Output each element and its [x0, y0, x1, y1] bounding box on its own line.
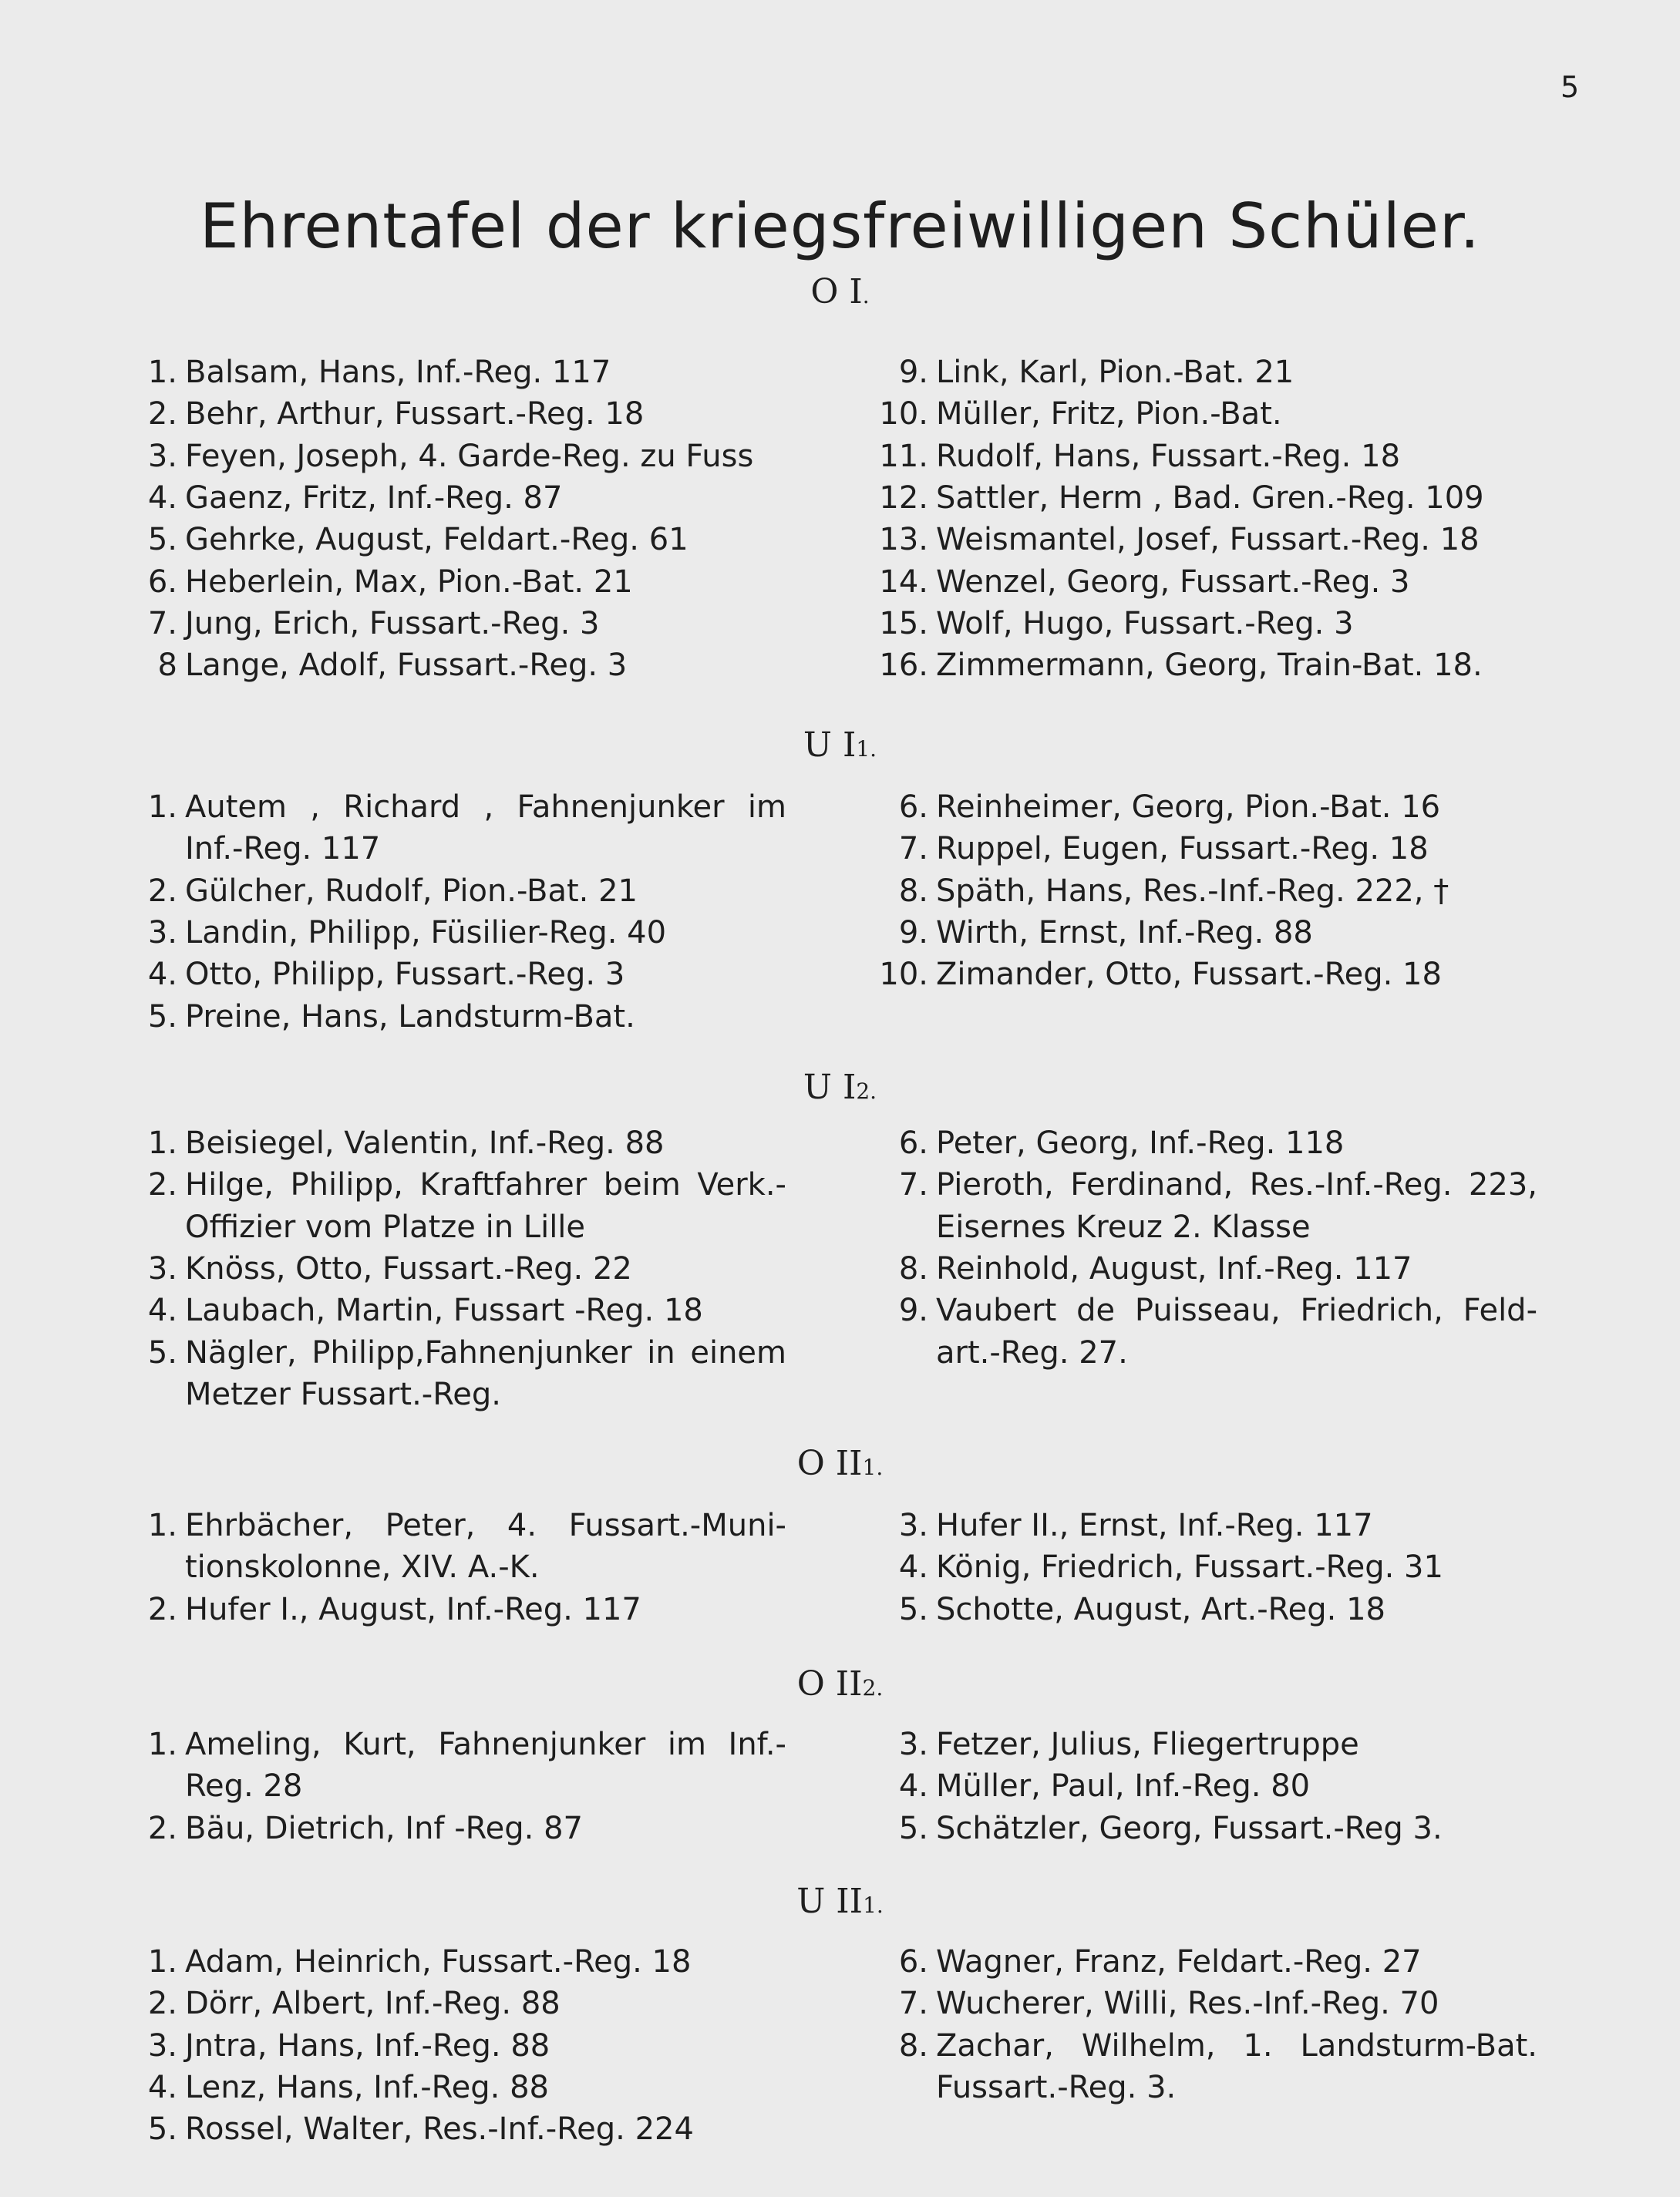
class-heading-sub: . [862, 283, 870, 308]
list-item-number: 4. [898, 1549, 928, 1586]
list-item [147, 1248, 632, 1290]
list-item-text: Rudolf, Hans, Fussart.-Reg. 18 [936, 438, 1401, 474]
list-item [147, 1164, 786, 1206]
list-item-number: 8 [157, 648, 177, 684]
list-item [147, 477, 563, 519]
list-item-text: Feyen, Joseph, 4. Garde-Reg. zu Fuss [185, 438, 754, 474]
list-item-text: Fetzer, Julius, Fliegertruppe [936, 1727, 1359, 1762]
list-item-number: 1. [147, 1125, 177, 1161]
class-heading [0, 1067, 1680, 1112]
list-item [147, 2067, 549, 2108]
list-item-number: 5. [898, 1591, 928, 1627]
list-item-number: 1. [147, 789, 177, 825]
list-item-number: 2. [147, 1986, 177, 2022]
list-item-number: 1. [147, 1508, 177, 1543]
list-item-text: Gülcher, Rudolf, Pion.-Bat. 21 [185, 873, 638, 909]
list-item [936, 1206, 1311, 1248]
list-item-text: art.-Reg. 27. [936, 1334, 1128, 1371]
list-item-number: 5. [898, 1810, 928, 1846]
list-item-number: 4. [147, 2069, 177, 2105]
list-item [879, 603, 1354, 644]
list-item-text: Inf.-Reg. 117 [185, 831, 381, 867]
list-item-text: Wagner, Franz, Feldart.-Reg. 27 [936, 1944, 1422, 1980]
list-item-text: Zimander, Otto, Fussart.-Reg. 18 [936, 957, 1442, 993]
list-item-text: Schotte, August, Art.-Reg. 18 [936, 1591, 1385, 1627]
list-item-text: Metzer Fussart.-Reg. [185, 1376, 501, 1412]
list-item-number: 7. [147, 605, 177, 641]
list-item [185, 828, 380, 870]
list-item [898, 870, 1449, 912]
class-heading-main: U I [803, 725, 857, 765]
list-item [185, 1206, 585, 1248]
class-heading-main: O I [810, 272, 863, 311]
list-item [185, 1374, 501, 1415]
list-item-number: 3. [898, 1508, 928, 1543]
list-item [898, 1122, 1345, 1164]
class-heading-sub: 1. [856, 736, 877, 762]
list-item-text: Wenzel, Georg, Fussart.-Reg. 3 [936, 564, 1410, 600]
list-item-text: Peter, Georg, Inf.-Reg. 118 [936, 1125, 1345, 1161]
list-item-number: 4. [147, 479, 177, 516]
list-item-number: 6. [147, 564, 177, 600]
list-item-number: 5. [147, 998, 177, 1035]
list-item [147, 870, 638, 912]
list-item-text: Otto, Philipp, Fussart.-Reg. 3 [185, 957, 625, 993]
list-item [879, 561, 1410, 603]
list-item-number: 12. [879, 479, 928, 516]
list-item [185, 1546, 540, 1588]
list-item-text: Lenz, Hans, Inf.-Reg. 88 [185, 2069, 549, 2105]
list-item-text: Reinhold, August, Inf.-Reg. 117 [936, 1250, 1412, 1287]
list-item-number: 16. [879, 648, 928, 684]
list-item-number: 3. [147, 1250, 177, 1287]
list-item-text: Adam, Heinrich, Fussart.-Reg. 18 [185, 1944, 692, 1980]
list-item-text: Weismantel, Josef, Fussart.-Reg. 18 [936, 522, 1480, 558]
class-heading-sub: 1. [862, 1455, 884, 1480]
list-item-number: 3. [147, 914, 177, 950]
list-item [898, 1164, 1537, 1206]
class-heading-sub: 1. [863, 1893, 884, 1918]
list-item-number: 2. [147, 1810, 177, 1846]
list-item [898, 1983, 1439, 2024]
list-item-number: 6. [898, 1944, 928, 1980]
class-heading-main: O II [796, 1444, 863, 1483]
list-item-number: 1. [147, 1727, 177, 1762]
list-item [147, 352, 611, 393]
list-item-number: 9. [898, 914, 928, 950]
list-item-number: 2. [147, 1167, 177, 1203]
class-heading-main: U I [803, 1068, 857, 1107]
list-item [898, 1941, 1422, 1983]
list-item [898, 1505, 1373, 1546]
list-item-number: 6. [898, 789, 928, 825]
list-item-number: 10. [879, 396, 928, 432]
list-item-text: Autem , Richard , Fahnenjunker im [185, 789, 786, 825]
list-item [898, 352, 1295, 393]
class-heading-main: U II [796, 1882, 864, 1921]
list-item-text: Zimmermann, Georg, Train-Bat. 18. [936, 648, 1483, 684]
list-item [147, 996, 635, 1038]
list-item-text: Reg. 28 [185, 1768, 303, 1805]
list-item [879, 436, 1401, 477]
list-item-text: tionskolonne, XIV. A.-K. [185, 1549, 540, 1586]
list-item [147, 561, 633, 603]
list-item [147, 519, 688, 560]
list-item-text: Bäu, Dietrich, Inf -Reg. 87 [185, 1810, 583, 1846]
list-item [147, 2108, 694, 2150]
list-item-number: 4. [898, 1768, 928, 1805]
list-item-text: Sattler, Herm , Bad. Gren.-Reg. 109 [936, 479, 1484, 516]
list-item [879, 954, 1442, 995]
list-item-text: Gehrke, August, Feldart.-Reg. 61 [185, 522, 688, 558]
list-item [147, 436, 754, 477]
list-item-text: Fussart.-Reg. 3. [936, 2069, 1177, 2105]
list-item-text: Hufer I., August, Inf.-Reg. 117 [185, 1591, 641, 1627]
list-item-text: Vaubert de Puisseau, Friedrich, Feld- [936, 1293, 1537, 1329]
list-item [936, 1332, 1128, 1374]
list-item [147, 393, 645, 435]
list-item-text: Behr, Arthur, Fussart.-Reg. 18 [185, 396, 645, 432]
list-item [898, 2025, 1537, 2067]
list-item-number: 7. [898, 1986, 928, 2022]
list-item [147, 1941, 692, 1983]
list-item [147, 1724, 786, 1765]
list-item [898, 1290, 1537, 1331]
list-item-text: Rossel, Walter, Res.-Inf.-Reg. 224 [185, 2111, 694, 2148]
list-item [147, 2025, 550, 2067]
list-item-number: 13. [879, 522, 928, 558]
class-heading [0, 1443, 1680, 1489]
list-item [936, 2067, 1176, 2108]
list-item-number: 3. [147, 438, 177, 474]
list-item-text: Späth, Hans, Res.-Inf.-Reg. 222, † [936, 873, 1449, 909]
list-item-number: 5. [147, 522, 177, 558]
list-item [147, 1332, 786, 1374]
class-heading [0, 271, 1680, 317]
list-item [898, 786, 1441, 828]
list-item-number: 5. [147, 2111, 177, 2148]
page-title: Ehrentafel der kriegsfreiwilligen Schüler. [200, 190, 1480, 262]
class-heading-main: O II [796, 1664, 863, 1704]
class-heading [0, 725, 1680, 770]
list-item-text: Balsam, Hans, Inf.-Reg. 117 [185, 355, 611, 390]
list-item-text: Müller, Fritz, Pion.-Bat. [936, 396, 1282, 432]
list-item-number: 4. [147, 1293, 177, 1329]
list-item [147, 912, 667, 954]
list-item [898, 1248, 1412, 1290]
list-item-text: Link, Karl, Pion.-Bat. 21 [936, 355, 1295, 390]
list-item [147, 1505, 786, 1546]
list-item-text: Laubach, Martin, Fussart -Reg. 18 [185, 1293, 703, 1329]
list-item [898, 912, 1313, 954]
page-number: 5 [1560, 70, 1580, 104]
list-item-number: 3. [898, 1727, 928, 1762]
list-item [147, 786, 786, 828]
list-item-number: 1. [147, 355, 177, 390]
list-item-number: 4. [147, 957, 177, 993]
list-item [879, 477, 1484, 519]
class-heading-sub: 2. [862, 1675, 884, 1701]
list-item-text: Jntra, Hans, Inf.-Reg. 88 [185, 2027, 550, 2064]
list-item-number: 6. [898, 1125, 928, 1161]
list-item-text: Ruppel, Eugen, Fussart.-Reg. 18 [936, 831, 1429, 867]
list-item [898, 1546, 1443, 1588]
list-item-text: König, Friedrich, Fussart.-Reg. 31 [936, 1549, 1443, 1586]
list-item-text: Dörr, Albert, Inf.-Reg. 88 [185, 1986, 561, 2022]
class-heading [0, 1664, 1680, 1709]
list-item-text: Wolf, Hugo, Fussart.-Reg. 3 [936, 605, 1354, 641]
list-item-number: 5. [147, 1334, 177, 1371]
list-item-number: 8. [898, 873, 928, 909]
list-item-text: Ameling, Kurt, Fahnenjunker im Inf.- [185, 1727, 786, 1762]
list-item-number: 9. [898, 1293, 928, 1329]
class-heading [0, 1881, 1680, 1926]
list-item-number: 2. [147, 873, 177, 909]
list-item [879, 519, 1480, 560]
list-item-text: Preine, Hans, Landsturm-Bat. [185, 998, 635, 1035]
list-item-text: Offizier vom Platze in Lille [185, 1209, 586, 1245]
list-item [147, 1808, 583, 1849]
list-item-number: 14. [879, 564, 928, 600]
class-heading-sub: 2. [856, 1078, 877, 1104]
list-item-text: Ehrbächer, Peter, 4. Fussart.-Muni- [185, 1508, 786, 1543]
list-item [157, 644, 628, 686]
list-item [898, 1808, 1443, 1849]
list-item-text: Gaenz, Fritz, Inf.-Reg. 87 [185, 479, 563, 516]
list-item-number: 2. [147, 1591, 177, 1627]
list-item [147, 1290, 703, 1331]
list-item-number: 10. [879, 957, 928, 993]
list-item-text: Lange, Adolf, Fussart.-Reg. 3 [185, 648, 628, 684]
list-item [147, 603, 600, 644]
list-item-text: Jung, Erich, Fussart.-Reg. 3 [185, 605, 600, 641]
list-item-text: Zachar, Wilhelm, 1. Landsturm-Bat. [936, 2027, 1537, 2064]
list-item-text: Eisernes Kreuz 2. Klasse [936, 1209, 1311, 1245]
list-item-text: Nägler, Philipp,Fahnenjunker in einem [185, 1334, 786, 1371]
list-item-number: 8. [898, 1250, 928, 1287]
list-item [898, 1724, 1359, 1765]
list-item-text: Heberlein, Max, Pion.-Bat. 21 [185, 564, 633, 600]
list-item-number: 3. [147, 2027, 177, 2064]
list-item-text: Wirth, Ernst, Inf.-Reg. 88 [936, 914, 1313, 950]
list-item-text: Müller, Paul, Inf.-Reg. 80 [936, 1768, 1311, 1805]
list-item-text: Reinheimer, Georg, Pion.-Bat. 16 [936, 789, 1441, 825]
list-item-text: Wucherer, Willi, Res.-Inf.-Reg. 70 [936, 1986, 1439, 2022]
list-item-text: Hufer II., Ernst, Inf.-Reg. 117 [936, 1508, 1373, 1543]
list-item [879, 644, 1483, 686]
list-item [147, 1589, 641, 1630]
list-item-number: 7. [898, 831, 928, 867]
list-item-text: Schätzler, Georg, Fussart.-Reg 3. [936, 1810, 1443, 1846]
list-item-number: 11. [879, 438, 928, 474]
list-item-text: Hilge, Philipp, Kraftfahrer beim Verk.- [185, 1167, 786, 1203]
list-item [879, 393, 1282, 435]
list-item-number: 7. [898, 1167, 928, 1203]
list-item [898, 1765, 1311, 1807]
list-item-number: 15. [879, 605, 928, 641]
list-item [185, 1765, 302, 1807]
list-item [147, 1122, 665, 1164]
list-item-number: 1. [147, 1944, 177, 1980]
list-item-text: Beisiegel, Valentin, Inf.-Reg. 88 [185, 1125, 665, 1161]
list-item-number: 9. [898, 355, 928, 390]
list-item [147, 1983, 561, 2024]
list-item [147, 954, 625, 995]
list-item-number: 8. [898, 2027, 928, 2064]
list-item-text: Landin, Philipp, Füsilier-Reg. 40 [185, 914, 667, 950]
list-item [898, 1589, 1385, 1630]
list-item [898, 828, 1429, 870]
list-item-text: Pieroth, Ferdinand, Res.-Inf.-Reg. 223, [936, 1167, 1537, 1203]
list-item-text: Knöss, Otto, Fussart.-Reg. 22 [185, 1250, 632, 1287]
list-item-number: 2. [147, 396, 177, 432]
